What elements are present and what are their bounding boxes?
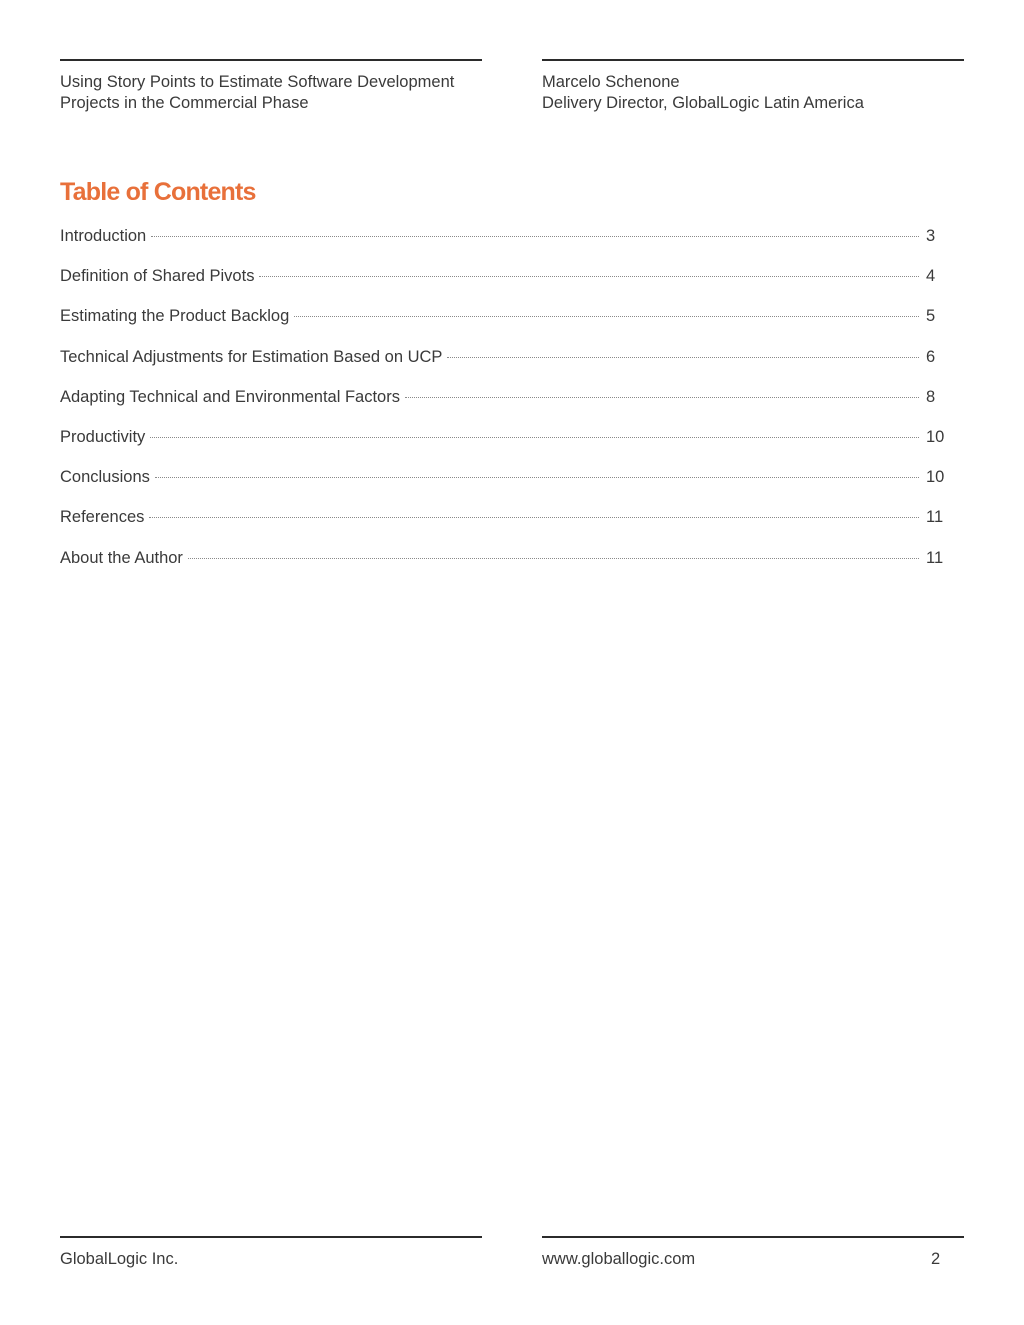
footer-rule-right	[542, 1236, 964, 1238]
toc-leader-dots	[294, 316, 919, 317]
toc-entry-label: Productivity	[60, 427, 146, 446]
toc-leader-dots	[259, 276, 919, 277]
toc-entry-product-backlog[interactable]	[60, 304, 944, 344]
toc-entry-page: 4	[926, 267, 936, 286]
footer-website[interactable]: www.globallogic.com	[542, 1250, 696, 1268]
toc-entry-page: 10	[926, 468, 945, 487]
toc-entry-label: About the Author	[60, 548, 183, 567]
toc-entry-page: 10	[926, 427, 945, 446]
toc-entry-page: 3	[926, 227, 936, 245]
toc-entry-label: Introduction	[60, 227, 147, 245]
toc-leader-dots	[151, 236, 919, 237]
footer-page-number: 2	[931, 1250, 941, 1268]
toc-heading: Table of Contents	[60, 178, 256, 206]
toc-entry-label: Technical Adjustments for Estimation Based on UCP	[60, 347, 443, 366]
toc-entry-label: Conclusions	[60, 468, 150, 487]
toc-leader-dots	[405, 397, 919, 398]
footer-company: GlobalLogic Inc.	[60, 1250, 179, 1268]
toc-entry-page: 8	[926, 387, 936, 406]
author-block	[542, 72, 864, 114]
toc-entry-label: Adapting Technical and Environmental Factors	[60, 387, 400, 406]
author-role: Delivery Director, GlobalLogic Latin America	[542, 94, 864, 112]
toc-leader-dots	[150, 437, 919, 438]
toc-entry-adapting-factors[interactable]	[60, 385, 944, 425]
toc-entry-productivity[interactable]	[60, 425, 944, 465]
document-title	[60, 72, 454, 114]
footer-rule-left	[60, 1236, 482, 1238]
toc-entry-shared-pivots[interactable]	[60, 264, 944, 304]
toc-entry-page: 11	[926, 508, 944, 527]
toc-entry-conclusions[interactable]	[60, 465, 944, 505]
toc-entry-introduction[interactable]	[60, 224, 944, 264]
toc-entry-about-author[interactable]	[60, 546, 944, 586]
toc-entry-label: Estimating the Product Backlog	[60, 307, 290, 326]
toc-leader-dots	[149, 517, 919, 518]
toc-entry-page: 11	[926, 548, 944, 567]
header-rule-left	[60, 59, 482, 61]
toc-leader-dots	[447, 357, 919, 358]
document-title-line-2: Projects in the Commercial Phase	[60, 94, 309, 112]
author-name: Marcelo Schenone	[542, 73, 680, 91]
toc-entry-references[interactable]	[60, 505, 944, 545]
toc-entry-page: 6	[926, 347, 936, 366]
toc-leader-dots	[155, 477, 919, 478]
toc-entry-label: Definition of Shared Pivots	[60, 267, 255, 286]
toc-leader-dots	[188, 558, 919, 559]
document-title-line-1: Using Story Points to Estimate Software Development	[60, 73, 455, 91]
toc-entry-page: 5	[926, 307, 936, 326]
header-rule-right	[542, 59, 964, 61]
toc-entry-label: References	[60, 508, 145, 527]
toc-entry-technical-adjustments[interactable]	[60, 345, 944, 385]
toc-list	[60, 224, 944, 586]
